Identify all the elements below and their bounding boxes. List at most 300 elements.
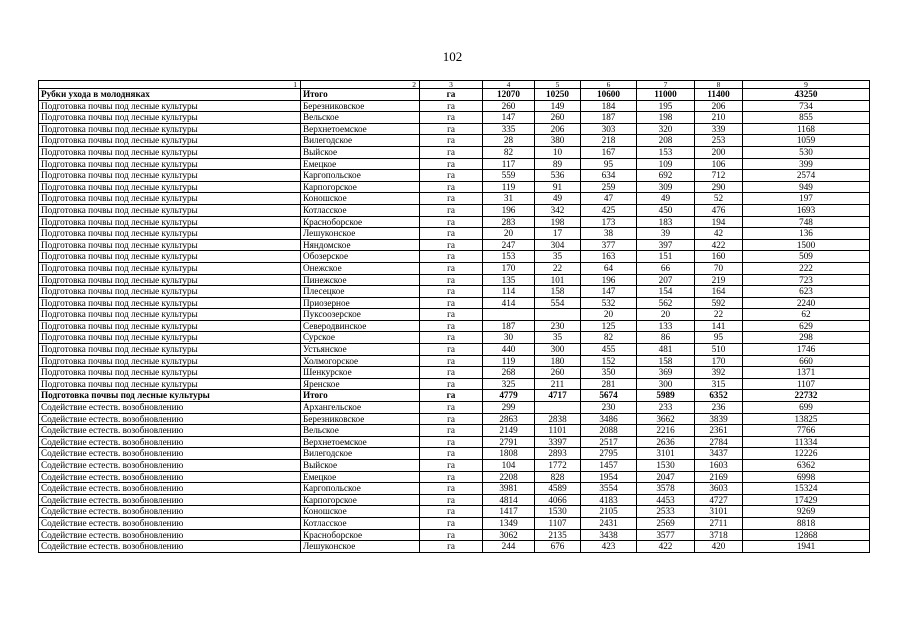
table-cell: 4779 <box>483 390 535 402</box>
table-cell: га <box>420 181 483 193</box>
column-number: 6 <box>581 81 637 89</box>
table-row <box>39 460 870 472</box>
column-number: 4 <box>483 81 535 89</box>
table-row <box>39 262 870 274</box>
table-total-row <box>39 89 870 101</box>
column-number: 2 <box>301 81 420 89</box>
table-cell: 206 <box>695 100 743 112</box>
table-row <box>39 297 870 309</box>
table-cell: 158 <box>535 286 581 298</box>
table-cell: Красноборское <box>301 216 420 228</box>
table-cell: Подготовка почвы под лесные культуры <box>39 309 301 321</box>
table-cell: 1457 <box>581 460 637 472</box>
table-cell: 290 <box>695 181 743 193</box>
column-number: 7 <box>637 81 695 89</box>
table-cell: 2517 <box>581 436 637 448</box>
table-row <box>39 355 870 367</box>
table-cell: 8818 <box>743 517 870 529</box>
table-cell: 195 <box>637 100 695 112</box>
table-row <box>39 274 870 286</box>
table-cell: 38 <box>581 228 637 240</box>
table-cell: 2047 <box>637 471 695 483</box>
table-cell: 170 <box>695 355 743 367</box>
table-cell: 1954 <box>581 471 637 483</box>
table-cell: 949 <box>743 181 870 193</box>
table-row <box>39 204 870 216</box>
table-cell: га <box>420 355 483 367</box>
table-cell: 369 <box>637 367 695 379</box>
table-cell: 218 <box>581 135 637 147</box>
table-cell: 414 <box>483 297 535 309</box>
table-cell: 2574 <box>743 170 870 182</box>
table-cell: 3438 <box>581 529 637 541</box>
table-cell: 3718 <box>695 529 743 541</box>
table-cell: Обозерское <box>301 251 420 263</box>
table-cell: га <box>420 425 483 437</box>
table-cell: Выйское <box>301 146 420 158</box>
table-cell: 154 <box>637 286 695 298</box>
table-cell: 62 <box>743 309 870 321</box>
table-cell: 13825 <box>743 413 870 425</box>
table-row <box>39 344 870 356</box>
table-cell: Содействие естеств. возобновлению <box>39 494 301 506</box>
table-cell: 11400 <box>695 89 743 101</box>
table-cell: 10600 <box>581 89 637 101</box>
table-cell: 592 <box>695 297 743 309</box>
table-cell: 425 <box>581 204 637 216</box>
table-cell: 11000 <box>637 89 695 101</box>
table-cell: 95 <box>695 332 743 344</box>
table-row <box>39 529 870 541</box>
table-cell: 2795 <box>581 448 637 460</box>
table-row <box>39 320 870 332</box>
table-cell: 10 <box>535 146 581 158</box>
column-number: 3 <box>420 81 483 89</box>
table-cell: га <box>420 170 483 182</box>
table-cell: Содействие естеств. возобновлению <box>39 425 301 437</box>
table-cell: Емецкое <box>301 158 420 170</box>
table-row <box>39 494 870 506</box>
table-cell: 1530 <box>535 506 581 518</box>
table-cell: Содействие естеств. возобновлению <box>39 483 301 495</box>
table-cell: 196 <box>581 274 637 286</box>
table-cell: га <box>420 274 483 286</box>
column-number: 1 <box>39 81 301 89</box>
table-cell: 200 <box>695 146 743 158</box>
table-row <box>39 228 870 240</box>
table-row <box>39 517 870 529</box>
table-cell: га <box>420 204 483 216</box>
table-cell: Шенкурское <box>301 367 420 379</box>
table-cell: Выйское <box>301 460 420 472</box>
table-cell: 335 <box>483 123 535 135</box>
table-cell: 152 <box>581 355 637 367</box>
table-cell: 748 <box>743 216 870 228</box>
table-cell: Содействие естеств. возобновлению <box>39 413 301 425</box>
table-cell: 6362 <box>743 460 870 472</box>
table-cell: Подготовка почвы под лесные культуры <box>39 146 301 158</box>
table-cell: га <box>420 436 483 448</box>
table-cell: 1530 <box>637 460 695 472</box>
table-cell: 397 <box>637 239 695 251</box>
table-row <box>39 158 870 170</box>
table-cell: Подготовка почвы под лесные культуры <box>39 320 301 332</box>
table-cell: 187 <box>483 320 535 332</box>
table-cell: Подготовка почвы под лесные культуры <box>39 355 301 367</box>
table-cell: 422 <box>695 239 743 251</box>
table-cell: 35 <box>535 251 581 263</box>
table-cell: 253 <box>695 135 743 147</box>
table-cell: 723 <box>743 274 870 286</box>
table-cell: Подготовка почвы под лесные культуры <box>39 251 301 263</box>
table-cell: га <box>420 251 483 263</box>
table-row <box>39 251 870 263</box>
table-cell: га <box>420 228 483 240</box>
table-cell: 198 <box>535 216 581 228</box>
table-cell: Содействие естеств. возобновлению <box>39 529 301 541</box>
table-cell: Березниковское <box>301 413 420 425</box>
table-cell: Подготовка почвы под лесные культуры <box>39 181 301 193</box>
table-cell: Подготовка почвы под лесные культуры <box>39 170 301 182</box>
table-cell: 184 <box>581 100 637 112</box>
table-cell: 562 <box>637 297 695 309</box>
table-cell: 1808 <box>483 448 535 460</box>
table-cell: Вельское <box>301 112 420 124</box>
table-cell: га <box>420 471 483 483</box>
table-cell: 4066 <box>535 494 581 506</box>
table-cell: Подготовка почвы под лесные культуры <box>39 332 301 344</box>
table-cell: 303 <box>581 123 637 135</box>
table-cell: Подготовка почвы под лесные культуры <box>39 193 301 205</box>
table-cell: Подготовка почвы под лесные культуры <box>39 158 301 170</box>
table-cell: 4717 <box>535 390 581 402</box>
table-cell: га <box>420 448 483 460</box>
table-cell: 260 <box>535 112 581 124</box>
table-cell: 20 <box>483 228 535 240</box>
table-cell: 151 <box>637 251 695 263</box>
table-cell: га <box>420 320 483 332</box>
table-row <box>39 541 870 553</box>
table-cell: Яренское <box>301 378 420 390</box>
table-cell: 530 <box>743 146 870 158</box>
table-cell: га <box>420 239 483 251</box>
table-cell: 31 <box>483 193 535 205</box>
table-cell: 164 <box>695 286 743 298</box>
table-cell: Пинежское <box>301 274 420 286</box>
table-cell: 173 <box>581 216 637 228</box>
table-cell: 3981 <box>483 483 535 495</box>
table-cell: 1772 <box>535 460 581 472</box>
table-cell: 3603 <box>695 483 743 495</box>
table-cell: 660 <box>743 355 870 367</box>
table-cell: Котласское <box>301 517 420 529</box>
table-cell: 1941 <box>743 541 870 553</box>
table-cell: га <box>420 112 483 124</box>
table-row <box>39 425 870 437</box>
table-cell: 219 <box>695 274 743 286</box>
table-cell: 42 <box>695 228 743 240</box>
table-cell: Верхнетоемское <box>301 436 420 448</box>
table-cell: 300 <box>535 344 581 356</box>
table-row <box>39 112 870 124</box>
table-cell: 1693 <box>743 204 870 216</box>
table-total-row <box>39 390 870 402</box>
table-cell: 3578 <box>637 483 695 495</box>
table-cell: 70 <box>695 262 743 274</box>
table-cell: 342 <box>535 204 581 216</box>
table-cell: 281 <box>581 378 637 390</box>
table-cell: Итого <box>301 390 420 402</box>
table-cell: 2135 <box>535 529 581 541</box>
table-cell: 1417 <box>483 506 535 518</box>
table-cell: 2784 <box>695 436 743 448</box>
table-cell: 260 <box>535 367 581 379</box>
table-cell: 4183 <box>581 494 637 506</box>
table-cell: 298 <box>743 332 870 344</box>
table-cell: 2533 <box>637 506 695 518</box>
table-cell: 1107 <box>535 517 581 529</box>
column-number-row <box>39 81 870 89</box>
table-cell: га <box>420 483 483 495</box>
table-cell <box>535 309 581 321</box>
table-cell: Содействие естеств. возобновлению <box>39 448 301 460</box>
table-body <box>39 81 870 553</box>
table-cell: 4727 <box>695 494 743 506</box>
table-cell: 3062 <box>483 529 535 541</box>
table-cell: га <box>420 517 483 529</box>
table-cell: га <box>420 146 483 158</box>
table-cell: га <box>420 297 483 309</box>
table-cell: 699 <box>743 402 870 414</box>
table-cell: 104 <box>483 460 535 472</box>
table-cell: 3839 <box>695 413 743 425</box>
table-cell: га <box>420 309 483 321</box>
table-cell: 392 <box>695 367 743 379</box>
table-cell: Емецкое <box>301 471 420 483</box>
table-cell: 207 <box>637 274 695 286</box>
table-cell: 119 <box>483 355 535 367</box>
table-cell: 2240 <box>743 297 870 309</box>
table-cell: 64 <box>581 262 637 274</box>
table-cell: 2711 <box>695 517 743 529</box>
table-cell: 283 <box>483 216 535 228</box>
table-cell <box>483 309 535 321</box>
table-cell: Коношское <box>301 193 420 205</box>
table-cell: 304 <box>535 239 581 251</box>
table-cell: га <box>420 158 483 170</box>
table-cell: Каргопольское <box>301 170 420 182</box>
table-cell: Коношское <box>301 506 420 518</box>
table-cell: 2838 <box>535 413 581 425</box>
table-cell: 183 <box>637 216 695 228</box>
table-cell: Архангельское <box>301 402 420 414</box>
table-cell: 536 <box>535 170 581 182</box>
table-cell: 119 <box>483 181 535 193</box>
table-cell: 377 <box>581 239 637 251</box>
table-cell: 210 <box>695 112 743 124</box>
table-cell: 222 <box>743 262 870 274</box>
table-cell: 1349 <box>483 517 535 529</box>
table-cell: 66 <box>637 262 695 274</box>
table-cell: 828 <box>535 471 581 483</box>
table-cell: Подготовка почвы под лесные культуры <box>39 112 301 124</box>
column-number: 8 <box>695 81 743 89</box>
table-cell: 676 <box>535 541 581 553</box>
table-cell: га <box>420 286 483 298</box>
table-cell: га <box>420 529 483 541</box>
table-cell: 101 <box>535 274 581 286</box>
table-cell: 4814 <box>483 494 535 506</box>
table-cell: 320 <box>637 123 695 135</box>
table-cell: Подготовка почвы под лесные культуры <box>39 344 301 356</box>
table-row <box>39 181 870 193</box>
table-cell: Пуксоозерское <box>301 309 420 321</box>
table-cell: 2863 <box>483 413 535 425</box>
table-cell: га <box>420 506 483 518</box>
table-cell: га <box>420 332 483 344</box>
table-cell: га <box>420 344 483 356</box>
table-cell: Онежское <box>301 262 420 274</box>
table-cell: 634 <box>581 170 637 182</box>
table-row <box>39 413 870 425</box>
table-cell: 147 <box>581 286 637 298</box>
table-cell: Подготовка почвы под лесные культуры <box>39 378 301 390</box>
table-cell: Подготовка почвы под лесные культуры <box>39 100 301 112</box>
table-cell: Вельское <box>301 425 420 437</box>
table-cell: 259 <box>581 181 637 193</box>
table-cell: 629 <box>743 320 870 332</box>
table-cell: 1746 <box>743 344 870 356</box>
table-cell: 855 <box>743 112 870 124</box>
table-cell: 230 <box>581 402 637 414</box>
table-cell: 89 <box>535 158 581 170</box>
table-cell: 3101 <box>637 448 695 460</box>
table-cell: 3554 <box>581 483 637 495</box>
table-cell: 230 <box>535 320 581 332</box>
table-cell: 9269 <box>743 506 870 518</box>
column-number: 5 <box>535 81 581 89</box>
table-cell: 2893 <box>535 448 581 460</box>
forestry-activities-table <box>38 80 870 553</box>
table-cell: 2569 <box>637 517 695 529</box>
table-cell: Подготовка почвы под лесные культуры <box>39 204 301 216</box>
table-cell: 1371 <box>743 367 870 379</box>
table-cell: 350 <box>581 367 637 379</box>
table-cell: 141 <box>695 320 743 332</box>
table-cell: 268 <box>483 367 535 379</box>
table-cell: 422 <box>637 541 695 553</box>
table-cell: 35 <box>535 332 581 344</box>
page-number: 102 <box>442 49 463 64</box>
table-cell: 2791 <box>483 436 535 448</box>
table-cell: 4589 <box>535 483 581 495</box>
table-cell: Подготовка почвы под лесные культуры <box>39 274 301 286</box>
table-cell: Итого <box>301 89 420 101</box>
table-cell: 3437 <box>695 448 743 460</box>
table-row <box>39 378 870 390</box>
table-cell: Подготовка почвы под лесные культуры <box>39 390 301 402</box>
table-cell: га <box>420 367 483 379</box>
table-cell: 20 <box>637 309 695 321</box>
table-cell: 3486 <box>581 413 637 425</box>
table-cell: 43250 <box>743 89 870 101</box>
table-row <box>39 239 870 251</box>
table-cell: 420 <box>695 541 743 553</box>
table-cell: Подготовка почвы под лесные культуры <box>39 123 301 135</box>
table-cell: Сурское <box>301 332 420 344</box>
table-cell: 82 <box>581 332 637 344</box>
table-cell: 12868 <box>743 529 870 541</box>
table-row <box>39 193 870 205</box>
table-cell: Содействие естеств. возобновлению <box>39 517 301 529</box>
table-cell: Приозерное <box>301 297 420 309</box>
table-cell: 211 <box>535 378 581 390</box>
table-cell: Карпогорское <box>301 181 420 193</box>
table-cell: Подготовка почвы под лесные культуры <box>39 262 301 274</box>
table-cell: 1603 <box>695 460 743 472</box>
table-row <box>39 123 870 135</box>
table-cell: 339 <box>695 123 743 135</box>
table-cell: га <box>420 193 483 205</box>
table-cell: 52 <box>695 193 743 205</box>
table-cell: 440 <box>483 344 535 356</box>
table-cell: 11334 <box>743 436 870 448</box>
table-row <box>39 135 870 147</box>
table-cell: 236 <box>695 402 743 414</box>
table-cell: 187 <box>581 112 637 124</box>
table-cell: Холмогорское <box>301 355 420 367</box>
table-cell: 47 <box>581 193 637 205</box>
table-cell: 2361 <box>695 425 743 437</box>
table-row <box>39 448 870 460</box>
table-cell: 4453 <box>637 494 695 506</box>
table-cell: 3101 <box>695 506 743 518</box>
table-cell: 198 <box>637 112 695 124</box>
table-cell: 1059 <box>743 135 870 147</box>
table-cell: 15324 <box>743 483 870 495</box>
table-cell: 6352 <box>695 390 743 402</box>
table-cell: 12226 <box>743 448 870 460</box>
table-cell: га <box>420 100 483 112</box>
table-cell: 153 <box>637 146 695 158</box>
table-cell: 160 <box>695 251 743 263</box>
table-cell: Подготовка почвы под лесные культуры <box>39 297 301 309</box>
table-cell: 117 <box>483 158 535 170</box>
table-cell: 233 <box>637 402 695 414</box>
table-cell: Верхнетоемское <box>301 123 420 135</box>
table-cell: 1107 <box>743 378 870 390</box>
table-cell: 49 <box>637 193 695 205</box>
table-cell: Содействие естеств. возобновлению <box>39 460 301 472</box>
table-cell: 2149 <box>483 425 535 437</box>
table-cell: Подготовка почвы под лесные культуры <box>39 228 301 240</box>
table-cell: Содействие естеств. возобновлению <box>39 541 301 553</box>
table-cell: Лешуконское <box>301 228 420 240</box>
table-cell: Содействие естеств. возобновлению <box>39 471 301 483</box>
table-cell: 30 <box>483 332 535 344</box>
table-cell: 197 <box>743 193 870 205</box>
table-cell: 3397 <box>535 436 581 448</box>
table-cell: 17429 <box>743 494 870 506</box>
table-cell: 455 <box>581 344 637 356</box>
table-cell: 3662 <box>637 413 695 425</box>
table-row <box>39 309 870 321</box>
table-cell: Подготовка почвы под лесные культуры <box>39 216 301 228</box>
table-cell: 12070 <box>483 89 535 101</box>
table-cell: 399 <box>743 158 870 170</box>
table-cell: Устьянское <box>301 344 420 356</box>
table-cell: Няндомское <box>301 239 420 251</box>
